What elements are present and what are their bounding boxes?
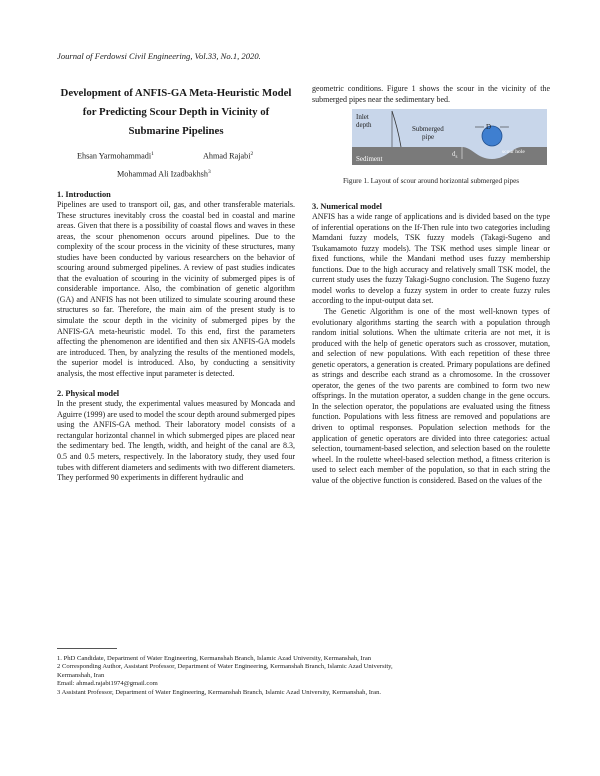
scour-hole-label: scour hole (502, 149, 525, 156)
scour-figure (352, 109, 547, 165)
physical-model-heading: 2. Physical model (57, 389, 120, 399)
footnotes (57, 655, 542, 697)
author-1: Ehsan Yarmohammadi$^1$ (77, 151, 154, 161)
author-2: Ahmad Rajabi$^2$ (203, 151, 254, 161)
footnote-2: 2 Corresponding Author, Assistant Professor, Department of Water Engineering, Kermanshah Branch, Islamic Azad University, (57, 663, 393, 671)
inlet-label-2: depth (356, 121, 372, 130)
pipe-label-1: Submerged (412, 125, 444, 134)
diameter-label: D (486, 123, 492, 132)
left-column (57, 84, 295, 484)
numerical-paragraph-1: ANFIS has a wide range of applications and is divided based on the type of inferential operations on the If-Then rule into two categories including Mamdani fuzzy models, TSK fuzzy models (Takagi-Sugeno and Tsukamamoto fuzzy models). The TSK method uses simple linear or fixed functions, while the Mandani method uses fuzzy membership functions. Due to the high accuracy and relatively small TSK model, the current study uses the fuzzy Takagi-Sugno conclusion. The Sugeno fuzzy model works to develop a fuzzy system in order to create fuzzy rules according to the input-output data set. (312, 212, 550, 306)
numerical-model-heading: 3. Numerical model (312, 202, 383, 212)
footnote-email[interactable]: Email: ahmad.rajabi1974@gmail.com (57, 680, 158, 688)
physical-model-continued: geometric conditions. Figure 1 shows the scour in the vicinity of the submerged pipes near the sedimentary bed. (312, 84, 550, 104)
physical-model-text: In the present study, the experimental values measured by Moncada and Aguirre (1999) are used to model the scour depth around submerged pipes using the ANFIS-GA method. Their laboratory model consists of a rectangular horizontal channel in which submerged pipes are placed near the sedimentary bed. The length, width, and height of the canal are 8.3, 0.5 and 0.5 meters, respectively. In the laboratory study, they used four tubes with different diameters and sediments with two different diameters. They performed 90 experiments in different hydraulic and (57, 399, 295, 483)
pipe-circle (482, 126, 502, 146)
paper-title: Development of ANFIS-GA Meta-Heuristic Model for Predicting Scour Depth in Vicinity of Submarine Pipelines (60, 87, 292, 137)
footnote-1: 1. PhD Candidate, Department of Water Engineering, Kermanshah Branch, Islamic Azad University, Kermanshah, Iran (57, 655, 372, 662)
footnote-3: 3 Assistant Professor, Department of Water Engineering, Kermanshah Branch, Islamic Azad University, Kermanshah, Iran. (57, 688, 382, 696)
figure-caption: Figure 1. Layout of scour around horizontal submerged pipes (342, 177, 520, 186)
ds-label: $d_s$ (452, 150, 458, 161)
pipe-label-2: pipe (422, 133, 435, 142)
introduction-heading: 1. Introduction (57, 190, 111, 199)
sediment-label: Sediment (356, 155, 383, 164)
numerical-paragraph-2: The Genetic Algorithm is one of the most well-known types of evolutionary algorithms starting the search with a population through random initial solutions. When the ultimate criteria are not met, it is produced with the help of genetic operators such as crossover, mutation, and selection of new populations. With each repetition of these three genetic operators, a generation is created. Primary populations are defined as strings and describe each strand as a chromosome. In the crossover operator, the genes of the two parents are combined to form two new offsprings. In the mutation operator, a sudden change in the gene occurs. In the selection operator, the populations are evaluated using the fitness function. Populations with less fitness are removed and populations are driven to optimal responses. Population selection methods for the application of genetic operators are divided into three categories: actual selection, tournament-based selection, and selection based on the roulette wheel. In the roulette wheel-based selection method, a fitness criterion is used to select each member of the population, so that in each string the value of the objective function is considered. Based on the values of the (312, 307, 550, 485)
introduction-text: Pipelines are used to transport oil, gas, and other transferable materials. These structures inevitably cross the coastal bed in coastal and marine areas. Given that there is a possibility of coastal flows and waves in these areas, the scour phenomenon occurs around pipelines. Due to the complexity of the scour process in the vicinity of these structures, many studies have been conducted by various researchers on the behavior of scouring around submerged pipelines. A review of past studies indicates that the evaluation of scouring in the vicinity of submerged pipes is of considerable importance. Also, the combination of genetic algorithm (GA) and ANFIS has not been utilized to simulate scouring around these structures so far. Therefore, the main aim of the present study is to simulate the scour depth in the vicinity of submerged pipes by the ANFIS-GA meta-heuristic model. To this end, first the parameters affecting the phenomenon are identified and then six ANFIS-GA models are introduced. Then, by analyzing the results of the mentioned models, the superior model is introduced. Also, by conducting a sensitivity analysis, the most effective input parameter is detected. (57, 200, 295, 378)
author-3: Mohammad Ali Izadbakhsh$^3$ (117, 169, 211, 179)
author-list (57, 151, 295, 185)
right-column (312, 84, 550, 486)
inlet-label-1: Inlet (356, 113, 369, 122)
journal-header: Journal of Ferdowsi Civil Engineering, Vol.33, No.1, 2020. (57, 51, 261, 61)
footnote-divider (57, 648, 117, 649)
scour-diagram (352, 109, 547, 165)
footnote-2-cont: Kermanshah, Iran (57, 671, 105, 679)
